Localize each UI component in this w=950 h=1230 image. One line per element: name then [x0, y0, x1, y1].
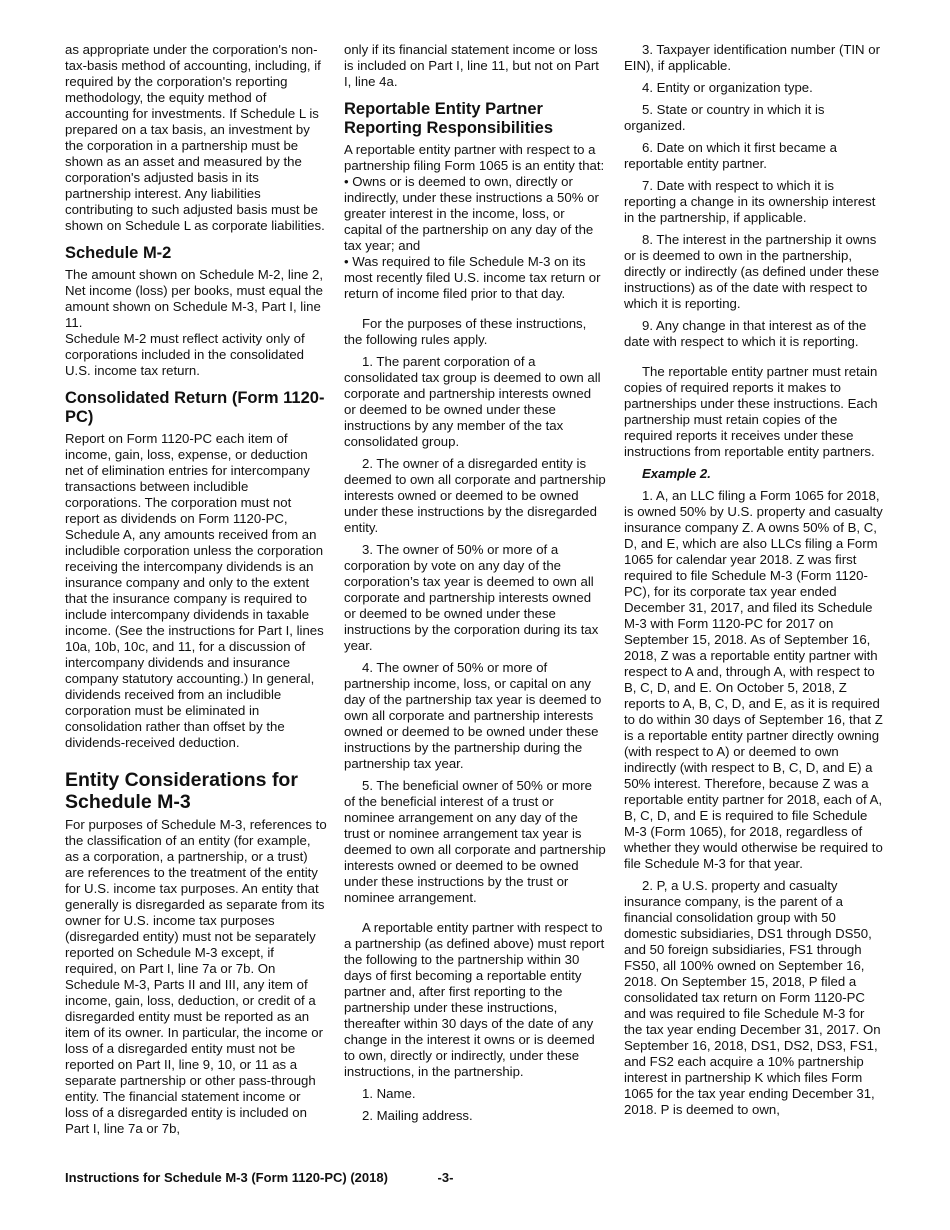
- paragraph: Schedule M-2 must reflect activity only of corporations included in the consolidated U.S. income tax return.: [65, 331, 305, 378]
- heading-entity-considerations: Entity Considerations for Schedule M-3: [65, 769, 298, 813]
- page-number: -3-: [437, 1170, 454, 1185]
- rule-item: 2. The owner of a disregarded entity is deemed to own all corporate and partnership interests owned or deemed to be owned under these instructions by the disregarded entity.: [344, 456, 606, 535]
- paragraph: The amount shown on Schedule M-2, line 2, Net income (loss) per books, must equal the amount shown on Schedule M-3, Part I, line 11.: [65, 267, 324, 330]
- column-2: [344, 42, 606, 1130]
- column-3: [624, 42, 886, 1124]
- bullet-item: • Owns or is deemed to own, directly or indirectly, under these instructions a 50% or greater interest in the income, loss, or capital of the partnership on any day of the tax year; and: [344, 174, 599, 253]
- paragraph: For purposes of Schedule M-3, references to the classification of an entity (for example, as a corporation, a partnership, or a trust) are references to the treatment of the entity for U.S. income tax purposes. An entity that generally is disregarded as separate from its owner for U.S. income tax purposes (disregarded entity) must not be separately reported on Schedule M-3 except, if required, on Part I, line 7a or 7b. On Schedule M-3, Parts II and III, any item of income, gain, loss, deduction, or credit of a disregarded entity must be reported as an item of its owner. In particular, the income or loss of a disregarded entity must not be reported on Part II, line 9, 10, or 11 as a separate partnership or other pass-through entity. The financial statement income or loss of a disregarded entity is included on Part I, line 7a or 7b,: [65, 817, 327, 1136]
- example-item: 2. P, a U.S. property and casualty insurance company, is the parent of a financial consolidation group with 50 domestic subsidiaries, DS1 through DS50, and 50 foreign subsidiaries, FS1 through FS50, all 100% owned on September 16, 2018. On September 15, 2018, P filed a consolidated tax return on Form 1120-PC and was required to file Schedule M-3 for the tax year ending December 31, 2017. On September 16, 2018, DS1, DS2, DS3, FS1, and FS2 each acquire a 10% partnership interest in partnership K which files Form 1065 for the tax year ending December 31, 2018. P is deemed to own,: [624, 878, 881, 1117]
- paragraph: The reportable entity partner must retain copies of required reports it makes to partnerships under these instructions. Each partnership must retain copies of the required reports it receives under these instructions from reportable entity partners.: [624, 364, 878, 459]
- list-item: 7. Date with respect to which it is reporting a change in its ownership interest in the partnership, if applicable.: [624, 178, 876, 225]
- paragraph: For the purposes of these instructions, the following rules apply.: [344, 316, 587, 347]
- column-1: [65, 42, 327, 1143]
- rule-item: 1. The parent corporation of a consolidated tax group is deemed to own all corporate and partnership interests owned or deemed to be owned under these instructions by any member of the tax consolidated group.: [344, 354, 601, 449]
- rule-item: 5. The beneficial owner of 50% or more of the beneficial interest of a trust or nominee arrangement on any day of the trust or nominee arrangement tax year is deemed to own all corporate and partnership interests owned or deemed to be owned under these instructions by the trust or nominee arrangement.: [344, 778, 606, 905]
- list-item: 3. Taxpayer identification number (TIN or EIN), if applicable.: [624, 42, 880, 73]
- heading-schedule-m2: Schedule M-2: [65, 244, 172, 262]
- rule-item: 3. The owner of 50% or more of a corporation by vote on any day of the corporation’s tax year is deemed to own all corporate and partnership interests owned or deemed to be owned under these instructions by the corporation during its tax year.: [344, 542, 599, 653]
- list-item: 6. Date on which it first became a reportable entity partner.: [624, 140, 837, 171]
- list-item: 8. The interest in the partnership it owns or is deemed to own in the partnership, directly or indirectly (as defined under these instructions) as of the date with respect to which it is reporting.: [624, 232, 880, 311]
- list-item: 4. Entity or organization type.: [642, 80, 813, 95]
- list-item: 9. Any change in that interest as of the date with respect to which it is reporting.: [624, 318, 867, 349]
- paragraph: A reportable entity partner with respect to a partnership (as defined above) must report the following to the partnership within 30 days of first becoming a reportable entity partner and, after first reporting to the partnership under these instructions, thereafter within 30 days of the date of any change in the interest it owns or is deemed to own, directly or indirectly, under these instructions, in the partnership.: [344, 920, 605, 1079]
- example-label: Example 2.: [642, 466, 711, 481]
- page-footer: [65, 1170, 499, 1185]
- paragraph: Report on Form 1120-PC each item of income, gain, loss, expense, or deduction net of elimination entries for intercompany transactions between includible corporations. The corporation must not report as dividends on Form 1120-PC, Schedule A, any amounts received from an includible corporation unless the corporation receiving the intercompany dividends is an insurance company and only to the extent that the insurance company is required to include intercompany dividends in taxable income. (See the instructions for Part I, lines 10a, 10b, 10c, and 11, for a discussion of intercompany dividends and insurance company statutory accounting.) In general, dividends received from an includible corporation must be eliminated in consolidation rather than offset by the dividends-received deduction.: [65, 431, 324, 750]
- paragraph: only if its financial statement income or loss is included on Part I, line 11, but not on Part I, line 4a.: [344, 42, 599, 89]
- bullet-item: • Was required to file Schedule M-3 on its most recently filed U.S. income tax return or return of income filed prior to that day.: [344, 254, 601, 301]
- heading-reportable-entity-partner: Reportable Entity Partner Reporting Responsibilities: [344, 100, 554, 137]
- example-item: 1. A, an LLC filing a Form 1065 for 2018, is owned 50% by U.S. property and casualty insurance company Z. A owns 50% of B, C, D, and E, which are also LLCs filing a Form 1065 for calendar year 2018. Z was first required to file Schedule M-3 (Form 1120-PC), for its corporate tax year ended December 31, 2017, and filed its Schedule M-3 with Form 1120-PC for 2017 on September 15, 2018. As of September 16, 2018, Z was a reportable entity partner with respect to A and, through A, with respect to B, C, D, and E. On October 5, 2018, Z reports to A, B, C, D, and E, as it is required to do within 30 days of September 16, that Z is a reportable entity partner directly owning (with respect to A) or deemed to own indirectly (with respect to B, C, D, and E) a 50% interest. Therefore, because Z was a reportable entity partner for 2018, each of A, B, C, D, and E is required to file Schedule M-3 (Form 1065), for 2018, regardless of whether they would otherwise be required to file Schedule M-3 for that year.: [624, 488, 883, 871]
- list-item: 5. State or country in which it is organized.: [624, 102, 825, 133]
- paragraph: A reportable entity partner with respect to a partnership filing Form 1065 is an entity that:: [344, 142, 605, 173]
- rule-item: 4. The owner of 50% or more of partnership income, loss, or capital on any day of the partnership tax year is deemed to own all corporate and partnership interests owned or deemed to be owned under these instructions by the partnership during the partnership tax year.: [344, 660, 602, 771]
- list-item: 2. Mailing address.: [362, 1108, 473, 1123]
- footer-title: Instructions for Schedule M-3 (Form 1120-PC) (2018): [65, 1170, 388, 1185]
- paragraph: as appropriate under the corporation's non-tax-basis method of accounting, including, if required by the corporation's reporting methodology, the equity method of accounting for investments. If Schedule L is prepared on a tax basis, an investment by the corporation in a partnership must be shown as an asset and measured by the corporation's adjusted basis in its partnership interest. Any liabilities contributing to such adjusted basis must be shown on Schedule L as corporate liabilities.: [65, 42, 325, 233]
- list-item: 1. Name.: [362, 1086, 416, 1101]
- heading-consolidated-return: Consolidated Return (Form 1120-PC): [65, 389, 325, 426]
